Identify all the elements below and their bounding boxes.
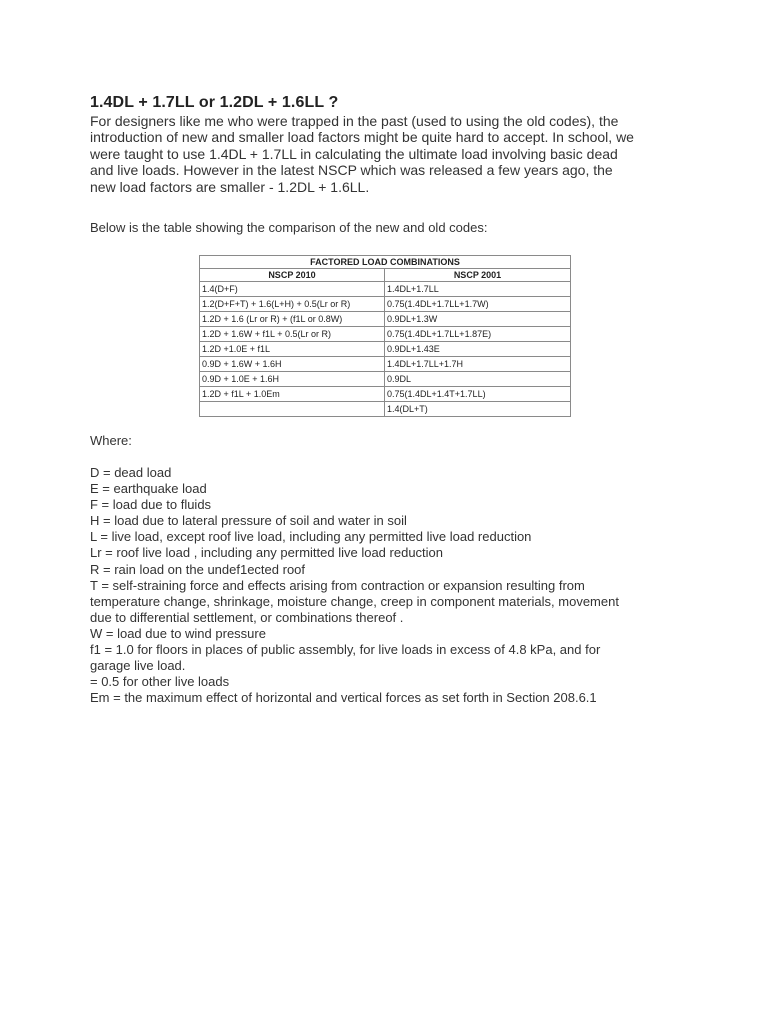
paragraph-line: and live loads. However in the latest NSCP which was released a few years ago, the [90,162,613,179]
where-label: Where: [90,433,132,448]
table-cell: 1.2D + 1.6 (Lr or R) + (f1L or 0.8W) [200,312,385,327]
table-row [200,342,571,357]
table-cell: 0.9DL [385,372,571,387]
table-cell: 0.75(1.4DL+1.4T+1.7LL) [385,387,571,402]
definition-line: Em = the maximum effect of horizontal and vertical forces as set forth in Section 208.6.1 [90,690,597,706]
table-cell: 1.4DL+1.7LL [385,282,571,297]
definition-line: H = load due to lateral pressure of soil and water in soil [90,513,407,529]
table-row [200,282,571,297]
table-cell: 1.2D + 1.6W + f1L + 0.5(Lr or R) [200,327,385,342]
load-combinations-table [199,255,571,417]
table-cell: 1.2D + f1L + 1.0Em [200,387,385,402]
table-row [200,327,571,342]
definition-line: L = live load, except roof live load, including any permitted live load reduction [90,529,532,545]
paragraph-line: were taught to use 1.4DL + 1.7LL in calculating the ultimate load involving basic dead [90,145,618,162]
paragraph-line: For designers like me who were trapped in the past (used to using the old codes), the [90,113,619,129]
definition-line: due to differential settlement, or combinations thereof . [90,609,404,625]
table-cell: 1.4(DL+T) [385,402,571,417]
table-cell: 0.9DL+1.3W [385,312,571,327]
definition-line: F = load due to fluids [90,497,212,513]
table-cell: 1.4DL+1.7LL+1.7H [385,357,571,372]
table-cell: 1.2(D+F+T) + 1.6(L+H) + 0.5(Lr or R) [200,297,385,312]
table-title: FACTORED LOAD COMBINATIONS [200,256,571,269]
definition-line: E = earthquake load [90,481,207,497]
table-cell: 0.75(1.4DL+1.7LL+1.87E) [385,327,571,342]
table-cell: 1.2D +1.0E + f1L [200,342,385,357]
column-header-nscp-2010: NSCP 2010 [200,269,385,282]
column-header-nscp-2001: NSCP 2001 [385,269,571,282]
definitions-list [90,465,690,706]
body-paragraph [90,113,680,195]
definition-line: temperature change, shrinkage, moisture change, creep in component materials, movement [90,593,619,609]
table-row [200,312,571,327]
paragraph-line: introduction of new and smaller load factors might be quite hard to accept. In school, we [90,129,634,146]
table-cell: 1.4(D+F) [200,282,385,297]
table-cell: 0.75(1.4DL+1.7LL+1.7W) [385,297,571,312]
definition-line: D = dead load [90,465,172,480]
paragraph-line: new load factors are smaller - 1.2DL + 1.6LL. [90,178,370,195]
definition-line: T = self-straining force and effects arising from contraction or expansion resulting from [90,577,585,593]
table-cell: 0.9D + 1.6W + 1.6H [200,357,385,372]
table-row [200,387,571,402]
definition-line: R = rain load on the undef1ected roof [90,561,306,577]
definition-line: = 0.5 for other live loads [90,674,230,690]
page-title: 1.4DL + 1.7LL or 1.2DL + 1.6LL ? [90,94,339,111]
table-row [200,357,571,372]
table-row [200,402,571,417]
table-cell: 0.9D + 1.0E + 1.6H [200,372,385,387]
table-row [200,297,571,312]
table-cell: 0.9DL+1.43E [385,342,571,357]
table-cell [200,402,385,417]
definition-line: f1 = 1.0 for floors in places of public assembly, for live loads in excess of 4.8 kPa, and for [90,642,601,658]
table-intro: Below is the table showing the comparison of the new and old codes: [90,220,488,235]
table-row [200,372,571,387]
definition-line: garage live load. [90,658,186,674]
definition-line: W = load due to wind pressure [90,625,266,641]
definition-line: Lr = roof live load , including any permitted live load reduction [90,545,444,561]
